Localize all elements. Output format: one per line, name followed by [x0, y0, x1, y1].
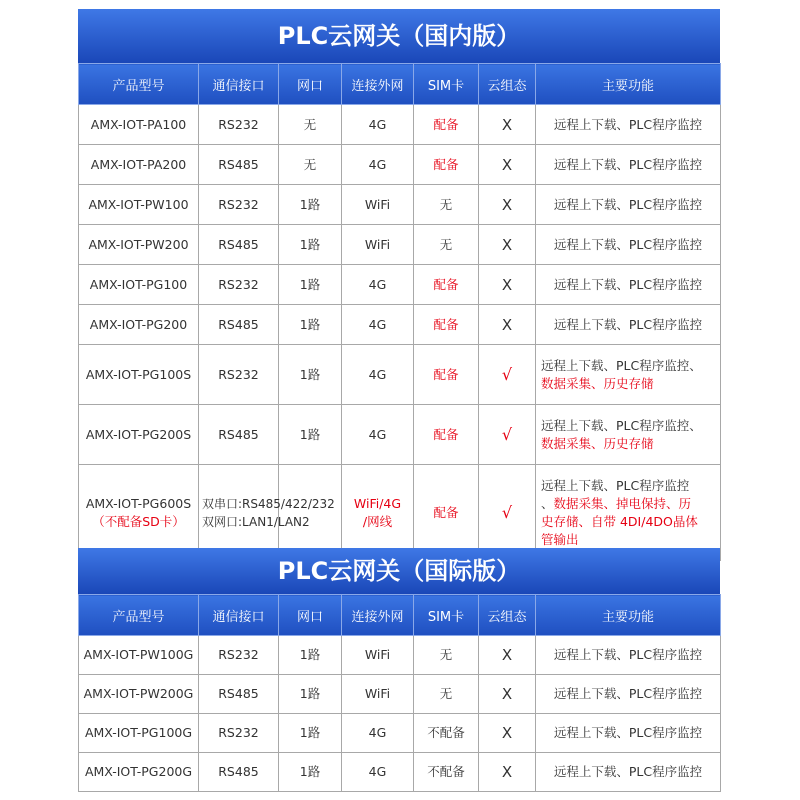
header-interface: 通信接口: [199, 64, 279, 105]
cell-sim: 配备: [414, 145, 479, 185]
special-iface-line: 双网口:LAN1/LAN2: [202, 514, 310, 529]
header-function: 主要功能: [536, 64, 721, 105]
cell-network: 4G: [342, 145, 414, 185]
header-function: 主要功能: [536, 595, 721, 636]
special-net-line: WiFi/4G: [353, 495, 402, 511]
cell-port: 1路: [279, 753, 342, 792]
table-row: [79, 145, 721, 185]
cell-interface: RS232: [199, 345, 279, 405]
cell-cloud: X: [479, 675, 536, 714]
table-row: [79, 675, 721, 714]
cell-cloud: X: [479, 265, 536, 305]
cell-function: [536, 405, 721, 465]
special-model: AMX-IOT-PG600S: [85, 495, 192, 511]
function-line-highlight: 数据采集、掉电保持、历: [553, 495, 692, 511]
table-row: [79, 265, 721, 305]
special-iface-line: 双串口:RS485/422/232: [202, 496, 335, 511]
cell-sim: 配备: [414, 105, 479, 145]
table-row: [79, 405, 721, 465]
cell-function: 远程上下载、PLC程序监控: [536, 753, 721, 792]
cell-sim: 无: [414, 675, 479, 714]
function-line-highlight: 数据采集、历史存储: [541, 435, 654, 451]
domestic-section: [78, 9, 720, 561]
cell-sim: 配备: [414, 305, 479, 345]
function-line: 远程上下载、PLC程序监控: [541, 477, 690, 493]
cell-network: 4G: [342, 345, 414, 405]
domestic-header-row: [79, 64, 721, 105]
cell-sim: 配备: [414, 345, 479, 405]
cell-function: 远程上下载、PLC程序监控: [536, 305, 721, 345]
cell-function: [536, 345, 721, 405]
cell-model: AMX-IOT-PG200S: [79, 405, 199, 465]
cell-network: WiFi: [342, 636, 414, 675]
domestic-title: PLC云网关（国内版）: [78, 9, 720, 63]
table-row: [79, 105, 721, 145]
cell-interface: RS485: [199, 305, 279, 345]
cell-interface: RS232: [199, 105, 279, 145]
cell-model: AMX-IOT-PG100G: [79, 714, 199, 753]
cell-interface: RS232: [199, 265, 279, 305]
table-row: [79, 225, 721, 265]
cell-model: AMX-IOT-PA200: [79, 145, 199, 185]
cell-port: 1路: [279, 675, 342, 714]
cell-cloud: X: [479, 714, 536, 753]
cell-network: 4G: [342, 105, 414, 145]
cell-port: 1路: [279, 714, 342, 753]
cell-interface: RS232: [199, 185, 279, 225]
table-row: [79, 753, 721, 792]
table-row: [79, 345, 721, 405]
cell-function: 远程上下载、PLC程序监控: [536, 675, 721, 714]
special-net-line: /网线: [362, 513, 393, 529]
cell-port: 1路: [279, 305, 342, 345]
cell-model: AMX-IOT-PW100G: [79, 636, 199, 675]
cell-interface: [199, 465, 335, 561]
function-line-highlight: 史存储、自带 4DI/4DO晶体: [541, 513, 698, 529]
cell-sim: 配备: [414, 405, 479, 465]
cell-cloud: X: [479, 305, 536, 345]
table-row: [79, 465, 721, 561]
table-row: [79, 185, 721, 225]
cell-model: AMX-IOT-PW200: [79, 225, 199, 265]
cell-network: WiFi: [342, 675, 414, 714]
cell-model: AMX-IOT-PA100: [79, 105, 199, 145]
cell-port: 无: [279, 105, 342, 145]
cell-sim: 不配备: [414, 714, 479, 753]
cell-interface: RS485: [199, 145, 279, 185]
header-port: 网口: [279, 595, 342, 636]
cell-port: 无: [279, 145, 342, 185]
cell-cloud: X: [479, 753, 536, 792]
header-cloud: 云组态: [479, 64, 536, 105]
cell-cloud: X: [479, 225, 536, 265]
header-model: 产品型号: [79, 64, 199, 105]
cell-port: 1路: [279, 265, 342, 305]
cell-model: AMX-IOT-PG100S: [79, 345, 199, 405]
cell-cloud: √: [479, 405, 536, 465]
cell-sim: 无: [414, 185, 479, 225]
function-line: 远程上下载、PLC程序监控、: [541, 417, 702, 433]
cell-network: 4G: [342, 753, 414, 792]
header-sim: SIM卡: [414, 64, 479, 105]
header-cloud: 云组态: [479, 595, 536, 636]
international-header-row: [79, 595, 721, 636]
header-sim: SIM卡: [414, 595, 479, 636]
header-network: 连接外网: [342, 595, 414, 636]
header-interface: 通信接口: [199, 595, 279, 636]
cell-port: 1路: [279, 405, 342, 465]
cell-port: 1路: [279, 636, 342, 675]
table-row: [79, 305, 721, 345]
cell-cloud: √: [479, 465, 536, 561]
cell-network: [342, 465, 414, 561]
cell-sim: 无: [414, 636, 479, 675]
cell-function: 远程上下载、PLC程序监控: [536, 636, 721, 675]
cell-cloud: X: [479, 105, 536, 145]
cell-port: 1路: [279, 345, 342, 405]
cell-model: AMX-IOT-PW200G: [79, 675, 199, 714]
cell-cloud: √: [479, 345, 536, 405]
function-line: [541, 495, 717, 513]
cell-network: 4G: [342, 265, 414, 305]
cell-model: AMX-IOT-PG200: [79, 305, 199, 345]
cell-cloud: X: [479, 145, 536, 185]
cell-port: 1路: [279, 225, 342, 265]
table-row: [79, 714, 721, 753]
function-line: 远程上下载、PLC程序监控、: [541, 357, 702, 373]
cell-interface: RS485: [199, 753, 279, 792]
cell-interface: RS485: [199, 405, 279, 465]
cell-sim: 配备: [414, 465, 479, 561]
cell-function: 远程上下载、PLC程序监控: [536, 145, 721, 185]
domestic-table: [78, 63, 721, 561]
international-section: [78, 548, 720, 792]
cell-model: AMX-IOT-PG100: [79, 265, 199, 305]
cell-network: WiFi: [342, 185, 414, 225]
cell-function: 远程上下载、PLC程序监控: [536, 225, 721, 265]
header-network: 连接外网: [342, 64, 414, 105]
cell-port: [279, 465, 342, 561]
cell-model: AMX-IOT-PW100: [79, 185, 199, 225]
table-row: [79, 636, 721, 675]
cell-model: [79, 465, 199, 561]
cell-network: 4G: [342, 405, 414, 465]
cell-function: 远程上下载、PLC程序监控: [536, 714, 721, 753]
cell-interface: RS232: [199, 636, 279, 675]
cell-function: 远程上下载、PLC程序监控: [536, 185, 721, 225]
international-table: [78, 594, 721, 792]
header-model: 产品型号: [79, 595, 199, 636]
cell-sim: 不配备: [414, 753, 479, 792]
function-line-highlight: 管输出: [541, 531, 579, 547]
cell-port: 1路: [279, 185, 342, 225]
cell-network: 4G: [342, 714, 414, 753]
cell-model: AMX-IOT-PG200G: [79, 753, 199, 792]
special-model-note: （不配备SD卡）: [92, 513, 185, 529]
international-title: PLC云网关（国际版）: [78, 548, 720, 594]
cell-sim: 配备: [414, 265, 479, 305]
function-sep: 、: [541, 495, 554, 511]
header-port: 网口: [279, 64, 342, 105]
cell-function: 远程上下载、PLC程序监控: [536, 265, 721, 305]
cell-function: 远程上下载、PLC程序监控: [536, 105, 721, 145]
cell-cloud: X: [479, 636, 536, 675]
cell-network: WiFi: [342, 225, 414, 265]
cell-network: 4G: [342, 305, 414, 345]
cell-sim: 无: [414, 225, 479, 265]
cell-interface: RS485: [199, 675, 279, 714]
cell-cloud: X: [479, 185, 536, 225]
cell-function: [536, 465, 721, 561]
function-line-highlight: 数据采集、历史存储: [541, 375, 654, 391]
cell-interface: RS232: [199, 714, 279, 753]
cell-interface: RS485: [199, 225, 279, 265]
